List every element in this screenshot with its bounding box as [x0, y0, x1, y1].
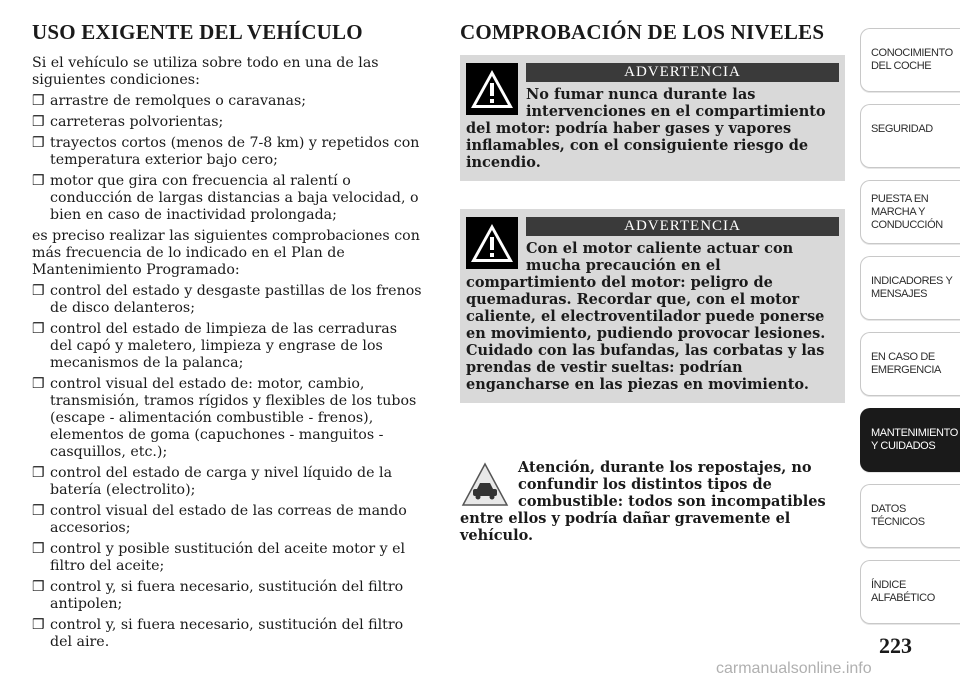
- right-column: [460, 20, 845, 544]
- warning-triangle-icon: [466, 217, 518, 269]
- checkbox-icon: ❒: [32, 283, 45, 299]
- tab-seguridad[interactable]: SEGURIDAD: [860, 104, 960, 168]
- chapter-tabs: [860, 28, 960, 636]
- note-text: Atención, durante los repostajes, no confundir los distintos tipos de combustible: todos son incompatibles entre ellos y podría dañar gravemente el vehículo.: [460, 459, 826, 544]
- conditions-list: [32, 93, 422, 224]
- checkbox-icon: ❒: [32, 503, 45, 519]
- tab-conocimiento[interactable]: CONOCIMIENTO DEL COCHE: [860, 28, 960, 92]
- checks-list: [32, 283, 422, 651]
- checkbox-icon: ❒: [32, 173, 45, 189]
- list-item: ❒ control y posible sustitución del aceite motor y el filtro del aceite;: [32, 541, 406, 574]
- checkbox-icon: ❒: [32, 376, 45, 392]
- tab-datos-tecnicos[interactable]: DATOS TÉCNICOS: [860, 484, 960, 548]
- list-item: ❒ motor que gira con frecuencia al ralentí o conducción de largas distancias a baja velocidad, o bien en caso de inactividad prolongada;: [32, 173, 419, 223]
- fuel-note: [460, 459, 845, 544]
- tab-indicadores[interactable]: INDICADORES Y MENSAJES: [860, 256, 960, 320]
- checkbox-icon: ❒: [32, 465, 45, 481]
- checkbox-icon: ❒: [32, 541, 45, 557]
- section-heading-niveles: COMPROBACIÓN DE LOS NIVELES: [460, 20, 825, 44]
- list-item: ❒ control y, si fuera necesario, sustitución del filtro del aire.: [32, 617, 404, 650]
- list-item: ❒ control del estado de carga y nivel líquido de la batería (electrolito);: [32, 465, 393, 498]
- list-item: ❒ trayectos cortos (menos de 7-8 km) y repetidos con temperatura exterior bajo cero;: [32, 135, 420, 168]
- warning-triangle-icon: [466, 63, 518, 115]
- left-column: [32, 20, 422, 655]
- list-item: ❒ arrastre de remolques o caravanas;: [32, 93, 307, 109]
- list-item: ❒ control y, si fuera necesario, sustitución del filtro antipolen;: [32, 579, 404, 612]
- checkbox-icon: ❒: [32, 135, 45, 151]
- warning-label: ADVERTENCIA: [526, 217, 839, 236]
- checkbox-icon: ❒: [32, 579, 45, 595]
- list-item: ❒ carreteras polvorientas;: [32, 114, 224, 130]
- checkbox-icon: ❒: [32, 93, 45, 109]
- checkbox-icon: ❒: [32, 321, 45, 337]
- checkbox-icon: ❒: [32, 617, 45, 633]
- warning-label: ADVERTENCIA: [526, 63, 839, 82]
- tab-indice[interactable]: ÍNDICE ALFABÉTICO: [860, 560, 960, 624]
- tab-emergencia[interactable]: EN CASO DE EMERGENCIA: [860, 332, 960, 396]
- checkbox-icon: ❒: [32, 114, 45, 130]
- tab-mantenimiento[interactable]: MANTENIMIENTO Y CUIDADOS: [860, 408, 960, 472]
- warning-text: No fumar nunca durante las intervenciones en el compartimiento del motor: podría haber gases y vapores inflamables, con el consiguiente riesgo de incendio.: [466, 86, 826, 171]
- watermark: carmanualsonline.info: [716, 660, 872, 677]
- intro-paragraph: Si el vehículo se utiliza sobre todo en una de las siguientes condiciones:: [32, 55, 379, 88]
- warning-box-hot-engine: [460, 209, 845, 403]
- section-heading-uso-exigente: USO EXIGENTE DEL VEHÍCULO: [32, 20, 363, 44]
- tab-puesta-en-marcha[interactable]: PUESTA EN MARCHA Y CONDUCCIÓN: [860, 180, 960, 244]
- page-number: 223: [879, 633, 912, 658]
- list-item: ❒ control del estado de limpieza de las cerraduras del capó y maletero, limpieza y engrase de los mecanismos de la palanca;: [32, 321, 398, 371]
- warning-text: Con el motor caliente actuar con mucha precaución en el compartimiento del motor: peligro de quemaduras. Recordar que, con el motor caliente, el electroventilador puede ponerse en movimiento, pudiendo provocar lesiones. Cuidado con las bufandas, las corbatas y las prendas de vestir sueltas: podrían engancharse en las piezas en movimiento.: [466, 240, 826, 393]
- car-caution-icon: [460, 461, 510, 509]
- middle-paragraph: es preciso realizar las siguientes comprobaciones con más frecuencia de lo indicado en el Plan de Mantenimiento Programado:: [32, 228, 420, 278]
- list-item: ❒ control del estado y desgaste pastillas de los frenos de disco delanteros;: [32, 283, 422, 316]
- warning-box-smoking: [460, 55, 845, 181]
- list-item: ❒ control visual del estado de las correas de mando accesorios;: [32, 503, 407, 536]
- list-item: ❒ control visual del estado de: motor, cambio, transmisión, tramos rígidos y flexibles de los tubos (escape - alimentación combustible - frenos), elementos de goma (capuchones - manguitos - casquillos, etc.);: [32, 376, 417, 460]
